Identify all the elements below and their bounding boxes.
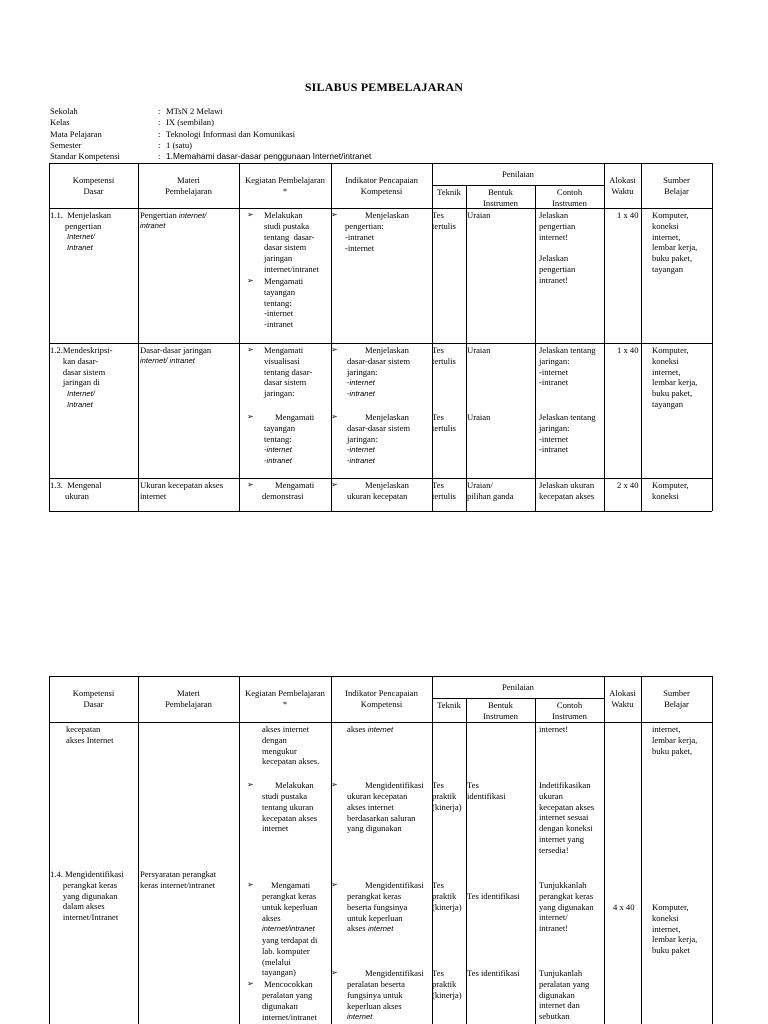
header-sumber: Sumber Belajar [663, 688, 690, 709]
header-kegiatan: Kegiatan Pembelajaran * [245, 688, 325, 709]
teknik-1-3-b: Tes praktik (kinerja) [432, 780, 462, 812]
alokasi-1-3: 2 x 40 [617, 480, 639, 490]
materi-1-3: Ukuran kecepatan akses internet [140, 480, 224, 501]
bentuk-1-3-b: Tes identifikasi [467, 780, 506, 801]
contoh-1-3: Jelaskan ukuran kecepatan akses [539, 480, 595, 501]
header-alokasi: Alokasi Waktu [609, 175, 636, 196]
table-rule [138, 163, 139, 511]
table-rule [641, 163, 642, 511]
table-rule [49, 478, 712, 479]
info-value: IX (sembilan) [166, 117, 214, 128]
kd-1-2: 1.2.Mendeskripsi- kan dasar- dasar sistem jaringan di [50, 345, 113, 388]
info-label: Mata Pelajaran [50, 128, 102, 139]
table-rule [604, 163, 605, 511]
header-teknik: Teknik [437, 700, 461, 710]
table-rule [49, 511, 712, 512]
table-rule [49, 722, 712, 723]
kegiatan-1-3-b-head: Melakukan [275, 780, 314, 790]
table-rule [49, 676, 712, 677]
info-colon: : [158, 139, 161, 150]
bullet-arrow-icon: ➢ [331, 880, 338, 889]
bentuk-1-3: Uraian/ pilihan ganda [467, 480, 514, 501]
bullet-arrow-icon: ➢ [247, 412, 254, 421]
materi-1-1: Pengertian internet/ [140, 210, 207, 220]
header-kompetensi: Kompetensi Dasar [72, 175, 115, 196]
header-materi: Materi Pembelajaran [165, 688, 212, 709]
contoh-1-4-b: Tunjukanlah peralatan yang digunakan internet dan sebutkan [539, 968, 590, 1022]
materi-1-2: Dasar-dasar jaringan [140, 345, 212, 355]
table-rule [712, 163, 713, 511]
kegiatan-1-3-b: studi pustaka tentang ukuran kecepatan akses internet [262, 791, 318, 834]
indikator-1-3-head: Menjelaskan [365, 480, 409, 490]
kegiatan-1-3-head: Mengamati [275, 480, 315, 490]
table-rule [604, 676, 605, 1024]
contoh-1-3-cont: internet! [539, 724, 569, 734]
kegiatan-1-4-b-head: Mencocokkan [264, 979, 313, 989]
indikator-1-4-italic: internet [368, 924, 394, 933]
table-rule [641, 676, 642, 1024]
table-rule [712, 676, 713, 1024]
materi-1-2-italic: internet/ intranet [140, 356, 195, 365]
indikator-1-3-cont: akses internet [347, 724, 394, 734]
kd-1-1-italic: Internet/ Intranet [67, 232, 95, 252]
indikator-1-3-b-head: Mengidentifikasi [365, 780, 424, 790]
bullet-arrow-icon: ➢ [247, 276, 254, 285]
kegiatan-1-4-italic: internet/intranet [262, 924, 315, 933]
table-rule [239, 163, 240, 511]
kegiatan-1-2-b-italic: -internet -intranet [264, 445, 292, 465]
alokasi-1-2: 1 x 40 [617, 345, 639, 355]
indikator-1-2-b: dasar-dasar sistem jaringan: [347, 423, 411, 444]
indikator-1-2-a-head: Menjelaskan [365, 345, 409, 355]
header-penilaian: Penilaian [502, 682, 534, 692]
materi-1-1-italic: intranet [140, 221, 166, 230]
indikator-1-2-a-italic: -internet -intranet [347, 378, 375, 398]
header-kegiatan: Kegiatan Pembelajaran * [245, 175, 325, 196]
info-colon: : [158, 117, 161, 128]
teknik-1-4-b: Tes praktik (kinerja) [432, 968, 462, 1000]
contoh-1-1: Jelaskan pengertian internet! Jelaskan pengertian intranet! [539, 210, 576, 285]
materi-1-4: Persyaratan perangkat keras internet/intranet [140, 869, 217, 890]
sumber-1-4: Komputer, koneksi internet, lembar kerja, buku paket [652, 902, 698, 956]
teknik-1-3: Tes tertulis [432, 480, 456, 501]
kd-1-2-italic: Internet/ Intranet [67, 389, 95, 409]
indikator-1-2-b-head: Menjelaskan [365, 412, 409, 422]
info-label: Semester [50, 139, 82, 150]
teknik-1-2-b: Tes tertulis [432, 412, 456, 433]
contoh-1-2-b: Jelaskan tentang jaringan: -internet -intranet [539, 412, 596, 455]
header-materi: Materi Pembelajaran [165, 175, 212, 196]
header-teknik: Teknik [437, 187, 461, 197]
kegiatan-1-2-a: Mengamati visualisasi tentang dasar- dasar sistem jaringan: [264, 345, 313, 399]
bullet-arrow-icon: ➢ [247, 880, 254, 889]
bentuk-1-2-a: Uraian [467, 345, 491, 355]
info-colon: : [158, 151, 161, 162]
kegiatan-1-4: perangkat keras untuk keperluan akses [262, 891, 318, 923]
header-bentuk: Bentuk Instrumen [483, 700, 518, 721]
kegiatan-1-2-b-head: Mengamati [275, 412, 315, 422]
teknik-1-4: Tes praktik (kinerja) [432, 880, 462, 912]
sumber-1-3-cont: internet, lembar kerja, buku paket, [652, 724, 698, 756]
bullet-arrow-icon: ➢ [247, 780, 254, 789]
bullet-arrow-icon: ➢ [247, 979, 254, 988]
indikator-1-3-b: ukuran kecepatan akses internet berdasarkan saluran yang digunakan [347, 791, 416, 834]
info-value: Teknologi Informasi dan Komunikasi [166, 128, 295, 139]
indikator-1-1: pengertian: -intranet -internet [345, 221, 384, 253]
bullet-arrow-icon: ➢ [331, 412, 338, 421]
table-rule [239, 676, 240, 1024]
indikator-1-4: perangkat keras beserta fungsinya untuk keperluan akses [347, 891, 408, 934]
bullet-arrow-icon: ➢ [247, 345, 254, 354]
header-penilaian: Penilaian [502, 169, 534, 179]
header-indikator: Indikator Pencapaian Kompetensi [345, 688, 418, 709]
info-value: 1.Memahami dasar-dasar penggunaan Internet/intranet [166, 151, 372, 162]
indikator-1-4-b-italic: internet [347, 1012, 373, 1021]
teknik-1-2-a: Tes tertulis [432, 345, 456, 366]
bullet-arrow-icon: ➢ [331, 780, 338, 789]
teknik-1-1: Tes tertulis [432, 210, 456, 231]
bentuk-1-4: Tes identifikasi [467, 891, 520, 901]
kegiatan-1-4-head: Mengamati [271, 880, 311, 890]
bullet-arrow-icon: ➢ [247, 480, 254, 489]
header-contoh: Contoh Instrumen [552, 187, 587, 208]
indikator-1-4-b: peralatan beserta fungsinya untuk keperluan akses [347, 979, 405, 1011]
table-rule [49, 163, 712, 164]
table-rule [432, 185, 604, 186]
bentuk-1-4-b: Tes identifikasi [467, 968, 520, 978]
header-contoh: Contoh Instrumen [552, 700, 587, 721]
sumber-1-3: Komputer, koneksi [652, 480, 689, 501]
bentuk-1-2-b: Uraian [467, 412, 491, 422]
bullet-arrow-icon: ➢ [331, 480, 338, 489]
table-rule [138, 676, 139, 1024]
table-rule [49, 208, 712, 209]
kegiatan-1-3-cont: akses internet dengan mengukur kecepatan akses. [262, 724, 320, 767]
info-value: MTsN 2 Melawi [166, 106, 223, 116]
indikator-1-3: ukuran kecepatan [347, 491, 408, 501]
kd-1-3-cont: kecepatan akses Internet [66, 724, 114, 745]
header-kompetensi: Kompetensi Dasar [72, 688, 115, 709]
header-sumber: Sumber Belajar [663, 175, 690, 196]
sumber-1-2: Komputer, koneksi internet, lembar kerja, buku paket, tayangan [652, 345, 698, 409]
info-label: Standar Kompetensi [50, 151, 120, 162]
info-colon: : [158, 106, 161, 116]
kegiatan-1-1-a: Melakukan studi pustaka tentang dasar- dasar sistem jaringan internet/intranet [264, 210, 319, 274]
table-rule [535, 698, 536, 1024]
page-title: SILABUS PEMBELAJARAN [304, 80, 464, 94]
bullet-arrow-icon: ➢ [331, 968, 338, 977]
kd-1-4: 1.4. Mengidentifikasi perangkat keras yang digunakan dalam akses internet/Intranet [50, 869, 124, 923]
table-rule [535, 185, 536, 511]
kegiatan-1-1-b: Mengamati tayangan tentang: -internet -intranet [264, 276, 304, 330]
info-label: Sekolah [50, 106, 78, 116]
indikator-1-2-b-italic: -internet -intranet [347, 445, 375, 465]
info-label: Kelas [50, 117, 70, 128]
alokasi-1-1: 1 x 40 [617, 210, 639, 220]
header-indikator: Indikator Pencapaian Kompetensi [345, 175, 418, 196]
info-colon: : [158, 128, 161, 139]
alokasi-1-4: 4 x 40 [613, 902, 635, 912]
contoh-1-2-a: Jelaskan tentang jaringan: -internet -intranet [539, 345, 596, 388]
contoh-1-3-b: Indetifikasikan ukuran kecepatan akses internet sesuai dengan koneksi internet yang tersedia! [539, 780, 595, 855]
table-rule [49, 676, 50, 1024]
indikator-1-2-a: dasar-dasar sistem jaringan: [347, 356, 411, 377]
table-rule [432, 698, 604, 699]
kegiatan-1-4-tail: yang terdapat di lab. komputer (melalui tayangan) [262, 935, 318, 978]
kegiatan-1-2-b: tayangan tentang: [264, 423, 296, 444]
header-bentuk: Bentuk Instrumen [483, 187, 518, 208]
bullet-arrow-icon: ➢ [331, 210, 338, 219]
sumber-1-1: Komputer, koneksi internet, lembar kerja, buku paket, tayangan [652, 210, 698, 274]
bentuk-1-1: Uraian [467, 210, 491, 220]
kd-1-3: 1.3. Mengenal ukuran [50, 480, 102, 501]
header-alokasi: Alokasi Waktu [609, 688, 636, 709]
kd-1-1: 1.1. Menjelaskan pengertian [50, 210, 112, 231]
indikator-1-4-head: Mengidentifikasi [365, 880, 424, 890]
bullet-arrow-icon: ➢ [247, 210, 254, 219]
bullet-arrow-icon: ➢ [331, 345, 338, 354]
contoh-1-4: Tunjukkanlah perangkat keras yang digunakan internet/ intranet! [539, 880, 594, 934]
indikator-1-1-head: Menjelaskan [365, 210, 409, 220]
kegiatan-1-4-b: peralatan yang digunakan internet/intranet [262, 990, 317, 1022]
indikator-1-4-b-head: Mengidentifikasi [365, 968, 424, 978]
info-value: 1 (satu) [166, 139, 193, 150]
table-rule [49, 343, 712, 344]
kegiatan-1-3: demonstrasi [262, 491, 304, 501]
